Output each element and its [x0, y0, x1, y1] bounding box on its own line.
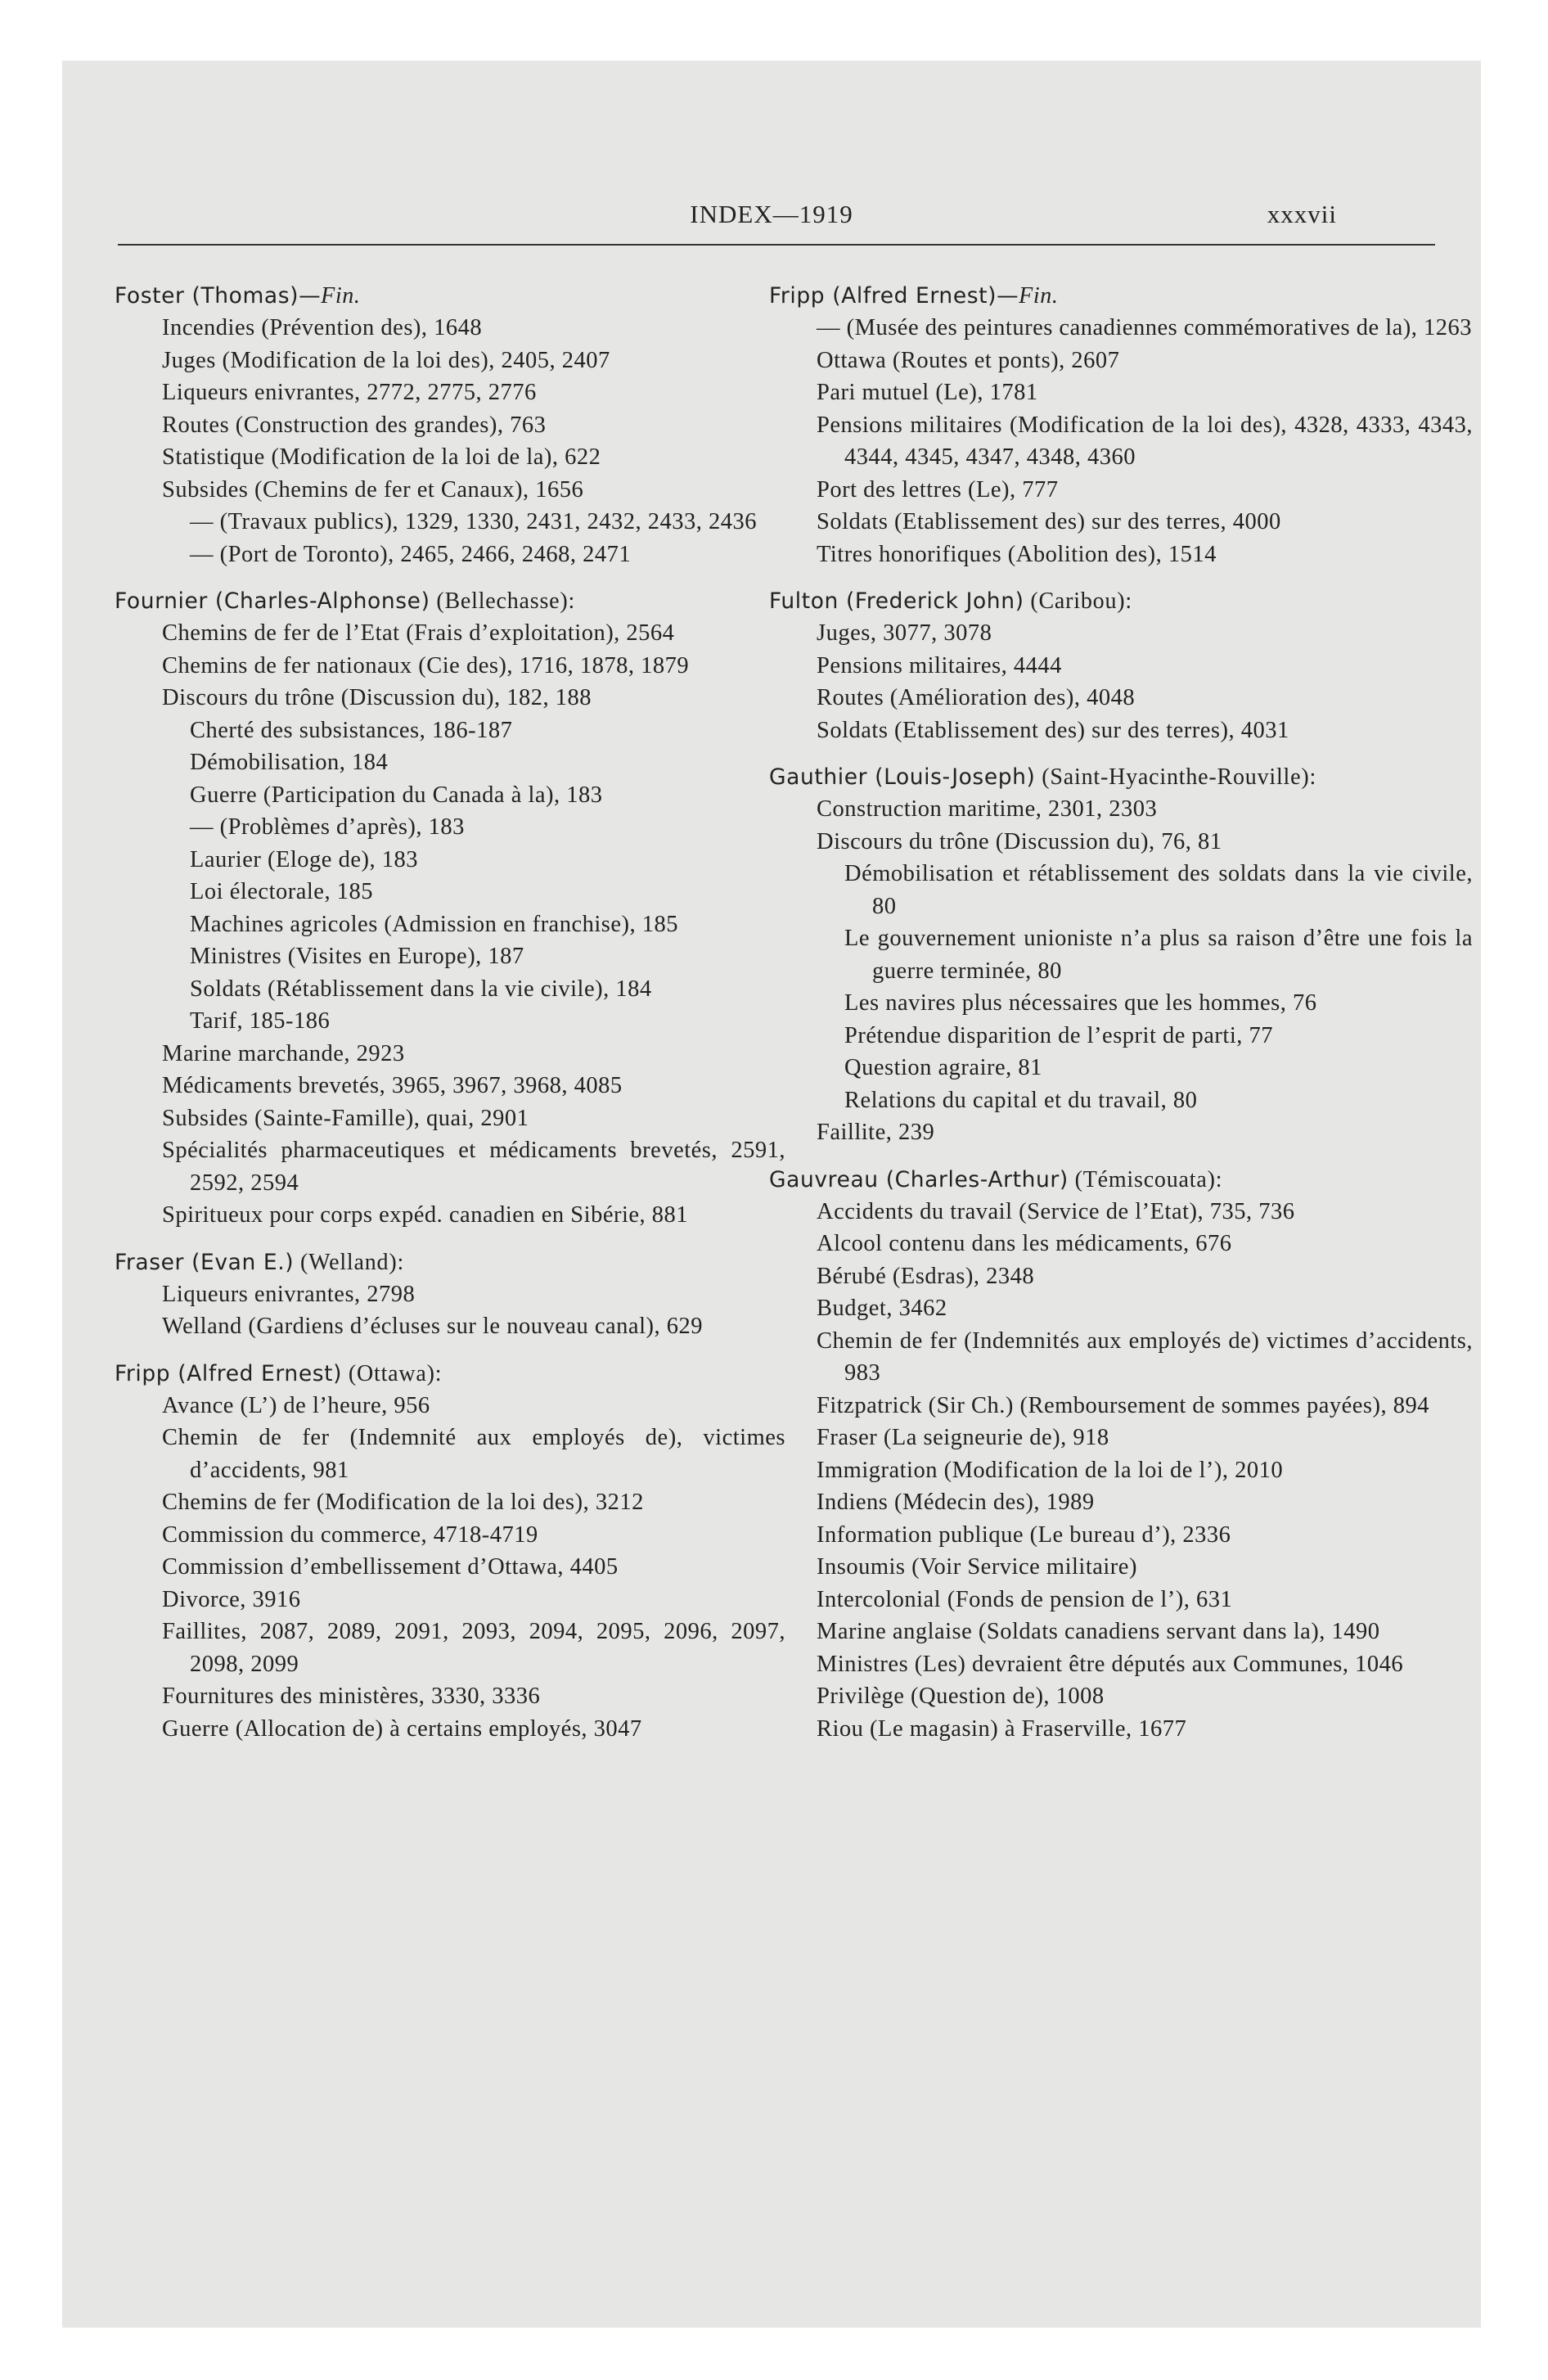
- entry-heading: [115, 585, 785, 617]
- page-title: INDEX—1919: [690, 200, 853, 228]
- index-item: Ottawa (Routes et ponts), 2607: [817, 347, 1120, 373]
- index-item: Welland (Gardiens d’écluses sur le nouveau canal), 629: [162, 1314, 703, 1339]
- index-subitem: — (Port de Toronto), 2465, 2466, 2468, 2471: [190, 541, 632, 567]
- page-header: [62, 200, 1481, 232]
- entry-name: Fripp (Alfred Ernest): [115, 1360, 343, 1386]
- index-item: Chemin de fer (Indemnités aux employés de) victimes d’accidents, 983: [817, 1327, 1473, 1386]
- index-item: Spécialités pharmaceutiques et médicaments brevetés, 2591, 2592, 2594: [162, 1138, 785, 1196]
- index-item: Intercolonial (Fonds de pension de l’), 631: [817, 1586, 1233, 1612]
- page-number: xxxvii: [1267, 200, 1337, 228]
- index-item: Guerre (Allocation de) à certains employés, 3047: [162, 1715, 642, 1742]
- entry-heading: [769, 280, 1473, 312]
- index-item: Accidents du travail (Service de l’Etat), 735, 736: [817, 1198, 1295, 1224]
- index-item: Fraser (La seigneurie de), 918: [817, 1425, 1109, 1450]
- index-entry: [769, 585, 1473, 746]
- index-item: Riou (Le magasin) à Fraserville, 1677: [817, 1715, 1187, 1742]
- right-column: [769, 280, 1473, 1760]
- entry-constituency: (Témiscouata):: [1068, 1166, 1223, 1192]
- index-item: Chemin de fer (Indemnité aux employés de), victimes d’accidents, 981: [162, 1425, 785, 1483]
- index-subitem: Prétendue disparition de l’esprit de parti, 77: [844, 1022, 1273, 1048]
- entry-constituency: (Ottawa):: [342, 1360, 443, 1386]
- entry-heading: [115, 1358, 785, 1390]
- entry-constituency: (Bellechasse):: [430, 588, 576, 614]
- index-item: Ministres (Les) devraient être députés aux Communes, 1046: [817, 1651, 1404, 1677]
- entry-name: Fraser (Evan E.): [115, 1249, 295, 1275]
- scanned-page: [62, 61, 1481, 2328]
- index-subitem: Loi électorale, 185: [190, 879, 373, 904]
- index-subitem: Laurier (Eloge de), 183: [190, 846, 418, 872]
- index-subitem: Tarif, 185-186: [190, 1008, 331, 1034]
- index-item: Port des lettres (Le), 777: [817, 476, 1059, 503]
- index-entry: [769, 761, 1473, 1149]
- index-item: Bérubé (Esdras), 2348: [817, 1263, 1035, 1289]
- index-item: Médicaments brevetés, 3965, 3967, 3968, 4085: [162, 1073, 623, 1098]
- index-item: Fournitures des ministères, 3330, 3336: [162, 1684, 541, 1709]
- index-item: — (Musée des peintures canadiennes commémoratives de la), 1263: [817, 315, 1473, 340]
- index-item: Privilège (Question de), 1008: [817, 1684, 1105, 1709]
- index-item: Faillites, 2087, 2089, 2091, 2093, 2094, 2095, 2096, 2097, 2098, 2099: [162, 1619, 785, 1677]
- index-subitem: Les navires plus nécessaires que les hommes, 76: [844, 990, 1317, 1016]
- index-item: Immigration (Modification de la loi de l’), 2010: [817, 1457, 1284, 1483]
- index-subitem: Guerre (Participation du Canada à la), 183: [190, 782, 603, 808]
- index-item: Juges (Modification de la loi des), 2405, 2407: [162, 347, 610, 373]
- index-entry: [769, 280, 1473, 570]
- index-item: Soldats (Etablissement des) sur des terres), 4031: [817, 717, 1289, 743]
- index-item: Divorce, 3916: [162, 1586, 301, 1612]
- header-rule: [118, 244, 1435, 246]
- index-item: Liqueurs enivrantes, 2798: [162, 1281, 416, 1307]
- index-item: Budget, 3462: [817, 1296, 947, 1321]
- entry-heading: [769, 761, 1473, 793]
- index-item: Fitzpatrick (Sir Ch.) (Remboursement de sommes payées), 894: [817, 1392, 1429, 1418]
- index-subitem: Machines agricoles (Admission en franchise), 185: [190, 911, 679, 937]
- entry-name: Gauthier (Louis-Joseph): [769, 764, 1036, 790]
- index-item: Pari mutuel (Le), 1781: [817, 380, 1038, 405]
- entry-name: Fripp (Alfred Ernest)—: [769, 283, 1019, 309]
- index-item: Chemins de fer de l’Etat (Frais d’exploitation), 2564: [162, 620, 675, 646]
- entry-constituency: (Saint-Hyacinthe-Rouville):: [1035, 764, 1317, 790]
- index-item: Indiens (Médecin des), 1989: [817, 1490, 1095, 1515]
- entry-constituency: (Welland):: [294, 1249, 405, 1275]
- index-item: Titres honorifiques (Abolition des), 1514: [817, 541, 1217, 567]
- entry-name: Fournier (Charles-Alphonse): [115, 588, 430, 614]
- entry-continued-suffix: Fin.: [1019, 283, 1059, 309]
- index-subitem: Démobilisation, 184: [190, 750, 389, 775]
- left-column: [115, 280, 785, 1760]
- index-entry: [115, 585, 785, 1232]
- index-item: Construction maritime, 2301, 2303: [817, 796, 1158, 822]
- index-item: Marine anglaise (Soldats canadiens servant dans la), 1490: [817, 1619, 1380, 1644]
- index-item: Commission d’embellissement d’Ottawa, 4405: [162, 1554, 619, 1580]
- index-subitem: Soldats (Rétablissement dans la vie civile), 184: [190, 976, 652, 1002]
- index-subitem: Le gouvernement unioniste n’a plus sa raison d’être une fois la guerre terminée, 80: [844, 926, 1473, 984]
- index-subitem: Cherté des subsistances, 186-187: [190, 717, 513, 743]
- index-item: Subsides (Sainte-Famille), quai, 2901: [162, 1105, 529, 1131]
- entry-heading: [769, 585, 1473, 617]
- index-entry: [769, 1164, 1473, 1746]
- index-item: Avance (L’) de l’heure, 956: [162, 1392, 430, 1418]
- index-item: Commission du commerce, 4718-4719: [162, 1521, 538, 1548]
- index-item: Subsides (Chemins de fer et Canaux), 1656: [162, 476, 584, 503]
- index-item: Discours du trône (Discussion du), 76, 81: [817, 828, 1222, 854]
- index-item: Pensions militaires (Modification de la loi des), 4328, 4333, 4343, 4344, 4345, 4347, 4348, 4360: [817, 412, 1473, 470]
- index-item: Routes (Construction des grandes), 763: [162, 412, 547, 438]
- entry-name: Foster (Thomas)—: [115, 283, 322, 309]
- index-entry: [115, 1358, 785, 1746]
- entry-heading: [769, 1164, 1473, 1196]
- entry-heading: [115, 280, 785, 312]
- index-item: Juges, 3077, 3078: [817, 620, 992, 646]
- index-item: Spiritueux pour corps expéd. canadien en Sibérie, 881: [162, 1202, 689, 1228]
- index-subitem: Démobilisation et rétablissement des soldats dans la vie civile, 80: [844, 861, 1473, 919]
- entry-name: Fulton (Frederick John): [769, 588, 1024, 614]
- entry-name: Gauvreau (Charles-Arthur): [769, 1166, 1069, 1192]
- index-item: Alcool contenu dans les médicaments, 676: [817, 1231, 1232, 1256]
- index-subitem: Question agraire, 81: [844, 1055, 1042, 1080]
- index-item: Soldats (Etablissement des) sur des terres, 4000: [817, 509, 1281, 534]
- index-item: Routes (Amélioration des), 4048: [817, 685, 1136, 710]
- index-item: Faillite, 239: [817, 1120, 935, 1145]
- index-item: Chemins de fer (Modification de la loi des), 3212: [162, 1490, 644, 1515]
- index-entry: [115, 1246, 785, 1343]
- index-item: Discours du trône (Discussion du), 182, 188: [162, 685, 592, 710]
- index-item: Insoumis (Voir Service militaire): [817, 1554, 1137, 1580]
- index-item: Incendies (Prévention des), 1648: [162, 315, 483, 340]
- entry-constituency: (Caribou):: [1024, 588, 1132, 614]
- entry-continued-suffix: Fin.: [321, 283, 361, 309]
- index-item: Marine marchande, 2923: [162, 1040, 405, 1066]
- index-entry: [115, 280, 785, 570]
- index-item: Chemins de fer nationaux (Cie des), 1716, 1878, 1879: [162, 652, 690, 678]
- index-subitem: Ministres (Visites en Europe), 187: [190, 944, 524, 969]
- index-item: Liqueurs enivrantes, 2772, 2775, 2776: [162, 380, 537, 405]
- index-subitem: Relations du capital et du travail, 80: [844, 1087, 1198, 1113]
- index-subitem: — (Problèmes d’après), 183: [190, 814, 465, 840]
- index-item: Statistique (Modification de la loi de la), 622: [162, 444, 601, 470]
- entry-heading: [115, 1246, 785, 1278]
- index-item: Information publique (Le bureau d’), 2336: [817, 1521, 1231, 1548]
- index-subitem: — (Travaux publics), 1329, 1330, 2431, 2432, 2433, 2436: [190, 509, 758, 534]
- index-item: Pensions militaires, 4444: [817, 652, 1062, 678]
